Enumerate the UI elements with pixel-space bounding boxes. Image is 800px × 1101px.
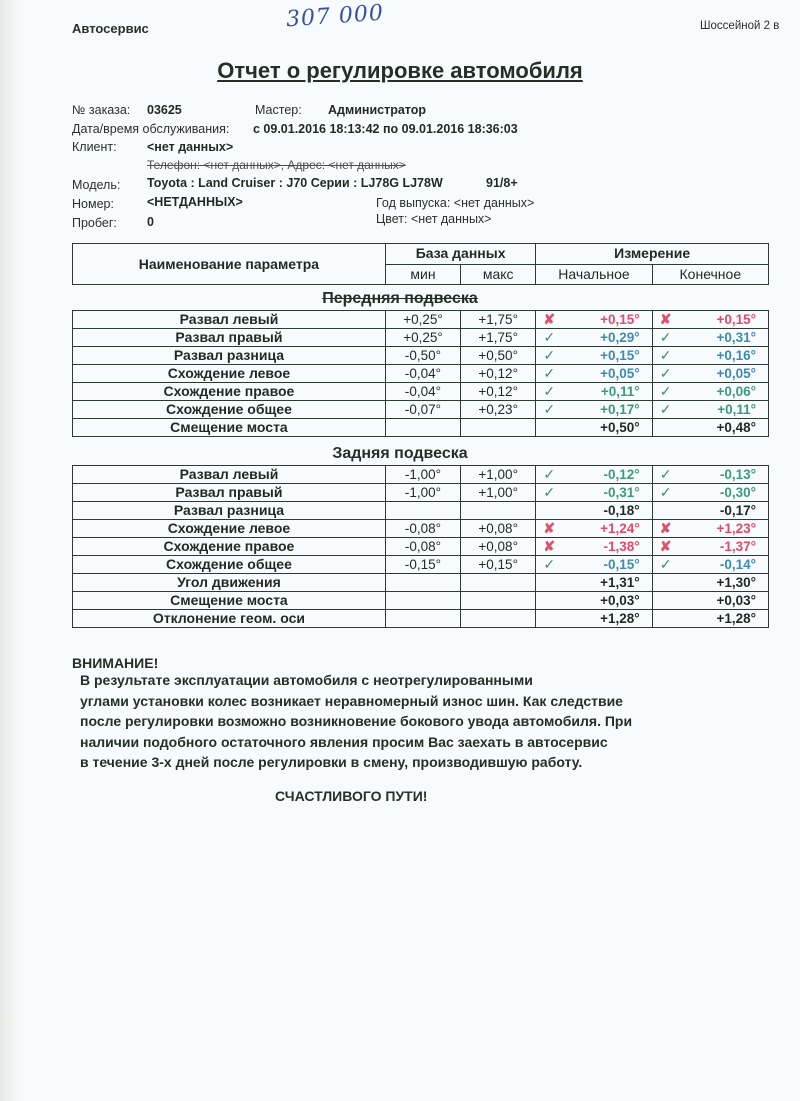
initial-measurement — [536, 347, 652, 365]
measurement-value: +0,15° — [600, 312, 640, 327]
measurement-value: +1,23° — [716, 521, 756, 536]
cross-icon: ✘ — [659, 538, 672, 554]
model-label: Модель: — [72, 178, 121, 192]
min-value: -0,50° — [385, 347, 460, 365]
check-icon: ✓ — [659, 401, 672, 417]
initial-measurement — [536, 484, 652, 502]
max-value: +1,75° — [461, 329, 536, 347]
measurement-value: +1,28° — [716, 611, 756, 626]
check-icon: ✓ — [543, 365, 556, 381]
table-row — [73, 466, 769, 484]
final-measurement — [652, 347, 768, 365]
initial-measurement — [536, 502, 652, 520]
final-measurement — [652, 419, 768, 437]
final-measurement — [652, 610, 768, 628]
min-value: -1,00° — [385, 466, 460, 484]
measurement-value: +0,03° — [716, 593, 756, 608]
final-measurement — [652, 538, 768, 556]
table-row — [73, 365, 769, 383]
param-name: Схождение общее — [73, 556, 386, 574]
order-value: 03625 — [147, 103, 182, 117]
measurement-value: -1,38° — [603, 539, 640, 554]
table-row — [73, 556, 769, 574]
final-measurement — [652, 365, 768, 383]
check-icon: ✓ — [543, 466, 556, 482]
number-value: <НЕТДАННЫХ> — [147, 195, 243, 209]
farewell-text: СЧАСТЛИВОГО ПУТИ! — [275, 788, 428, 804]
check-icon: ✓ — [659, 466, 672, 482]
measurement-value: +0,15° — [600, 348, 640, 363]
final-measurement — [652, 574, 768, 592]
check-icon: ✓ — [543, 401, 556, 417]
measurement-value: -0,31° — [603, 485, 640, 500]
param-name: Развал разница — [73, 502, 386, 520]
min-value — [385, 419, 460, 437]
check-icon: ✓ — [659, 484, 672, 500]
handwritten-note: 307 000 — [285, 0, 385, 33]
min-value: -0,08° — [385, 520, 460, 538]
check-icon: ✓ — [659, 556, 672, 572]
report-title: Отчет о регулировке автомобиля — [217, 58, 583, 83]
param-name: Смещение моста — [73, 592, 386, 610]
check-icon: ✓ — [543, 556, 556, 572]
model-value: Toyota : Land Cruiser : J70 Серии : LJ78G LJ78W — [147, 176, 443, 190]
param-name: Смещение моста — [73, 419, 386, 437]
max-value: +0,15° — [461, 556, 536, 574]
mileage-label: Пробег: — [72, 216, 117, 230]
header-initial: Начальное — [536, 264, 652, 285]
initial-measurement — [536, 311, 652, 329]
initial-measurement — [536, 365, 652, 383]
final-measurement — [652, 556, 768, 574]
min-value: +0,25° — [385, 329, 460, 347]
initial-measurement — [536, 419, 652, 437]
cross-icon: ✘ — [659, 520, 672, 536]
check-icon: ✓ — [659, 365, 672, 381]
max-value — [461, 610, 536, 628]
param-name: Развал разница — [73, 347, 386, 365]
param-name: Схождение левое — [73, 365, 386, 383]
max-value: +0,12° — [461, 365, 536, 383]
scan-edge-shadow — [0, 0, 22, 1101]
cross-icon: ✘ — [543, 538, 556, 554]
measurement-value: +0,16° — [716, 348, 756, 363]
header-min: мин — [385, 264, 460, 285]
max-value: +0,50° — [461, 347, 536, 365]
initial-measurement — [536, 329, 652, 347]
measurement-value: +1,28° — [600, 611, 640, 626]
table-row — [73, 502, 769, 520]
final-measurement — [652, 484, 768, 502]
warning-line: наличии подобного остаточного явления просим Вас заехать в автосервис — [80, 733, 608, 750]
min-value: -1,00° — [385, 484, 460, 502]
rear-suspension-title: Задняя подвеска — [332, 445, 468, 462]
param-name: Схождение левое — [73, 520, 386, 538]
initial-measurement — [536, 556, 652, 574]
measurement-value: -0,12° — [603, 467, 640, 482]
table-row — [73, 311, 769, 329]
number-label: Номер: — [72, 197, 114, 211]
measurement-value: +0,05° — [716, 366, 756, 381]
check-icon: ✓ — [543, 329, 556, 345]
header-max: макс — [461, 264, 536, 285]
measurement-value: +0,15° — [716, 312, 756, 327]
front-suspension-table — [72, 310, 769, 437]
table-row — [73, 401, 769, 419]
header-database: База данных — [385, 244, 535, 265]
initial-measurement — [536, 466, 652, 484]
header-measurement: Измерение — [536, 244, 769, 265]
param-name: Развал левый — [73, 466, 386, 484]
company-name: Автосервис — [72, 21, 149, 36]
measurement-value: +0,17° — [600, 402, 640, 417]
table-row — [73, 419, 769, 437]
final-measurement — [652, 311, 768, 329]
max-value — [461, 419, 536, 437]
check-icon: ✓ — [659, 347, 672, 363]
initial-measurement — [536, 520, 652, 538]
rear-suspension-table — [72, 465, 769, 628]
front-suspension-title: Передняя подвеска — [322, 290, 478, 307]
measurement-value: +0,31° — [716, 330, 756, 345]
table-row — [73, 520, 769, 538]
final-measurement — [652, 383, 768, 401]
initial-measurement — [536, 610, 652, 628]
header-final: Конечное — [652, 264, 768, 285]
order-label: № заказа: — [72, 103, 131, 117]
max-value — [461, 502, 536, 520]
measurement-value: +0,11° — [717, 402, 756, 417]
table-row — [73, 347, 769, 365]
param-name: Угол движения — [73, 574, 386, 592]
max-value: +0,12° — [461, 383, 536, 401]
param-name: Схождение правое — [73, 538, 386, 556]
max-value — [461, 592, 536, 610]
table-row — [73, 592, 769, 610]
measurement-value: +0,03° — [600, 593, 640, 608]
datetime-value: с 09.01.2016 18:13:42 по 09.01.2016 18:36:03 — [253, 122, 518, 136]
header-param-name: Наименование параметра — [73, 244, 386, 285]
measurement-value: +1,24° — [600, 521, 640, 536]
measurement-value: -0,15° — [603, 557, 640, 572]
measurement-value: +1,30° — [716, 575, 756, 590]
table-header — [72, 243, 769, 285]
table-row — [73, 383, 769, 401]
max-value: +1,00° — [461, 466, 536, 484]
master-value: Администратор — [328, 103, 427, 117]
table-row — [73, 574, 769, 592]
table-row — [73, 329, 769, 347]
measurement-value: +0,11° — [600, 384, 640, 399]
min-value: -0,07° — [385, 401, 460, 419]
check-icon: ✓ — [659, 383, 672, 399]
min-value: +0,25° — [385, 311, 460, 329]
client-label: Клиент: — [72, 140, 117, 154]
measurement-value: -0,17° — [719, 503, 756, 518]
param-name: Развал правый — [73, 329, 386, 347]
cross-icon: ✘ — [659, 311, 672, 327]
table-row — [73, 538, 769, 556]
max-value: +0,08° — [461, 520, 536, 538]
final-measurement — [652, 592, 768, 610]
param-name: Схождение общее — [73, 401, 386, 419]
initial-measurement — [536, 574, 652, 592]
table-row — [73, 484, 769, 502]
min-value: -0,04° — [385, 365, 460, 383]
max-value: +1,00° — [461, 484, 536, 502]
check-icon: ✓ — [543, 383, 556, 399]
initial-measurement — [536, 383, 652, 401]
master-label: Мастер: — [255, 103, 302, 117]
model-code: 91/8+ — [486, 176, 518, 190]
cross-icon: ✘ — [543, 520, 556, 536]
client-value: <нет данных> — [147, 140, 234, 154]
year-line: Год выпуска: <нет данных> — [376, 196, 535, 210]
min-value — [385, 610, 460, 628]
param-name: Схождение правое — [73, 383, 386, 401]
company-address: Шоссейной 2 в — [700, 20, 780, 32]
color-line: Цвет: <нет данных> — [376, 212, 492, 226]
final-measurement — [652, 520, 768, 538]
warning-line: В результате эксплуатации автомобиля с неотрегулированными — [80, 672, 533, 688]
mileage-value: 0 — [147, 215, 154, 229]
max-value: +0,23° — [461, 401, 536, 419]
final-measurement — [652, 329, 768, 347]
final-measurement — [652, 466, 768, 484]
measurement-value: -1,37° — [719, 539, 756, 554]
check-icon: ✓ — [543, 347, 556, 363]
cross-icon: ✘ — [543, 311, 556, 327]
measurement-value: +0,29° — [600, 330, 640, 345]
measurement-value: -0,14° — [719, 557, 756, 572]
measurement-value: -0,30° — [719, 485, 756, 500]
param-name: Развал правый — [73, 484, 386, 502]
min-value — [385, 574, 460, 592]
measurement-value: -0,18° — [603, 503, 640, 518]
max-value — [461, 574, 536, 592]
warning-line: после регулировки возможно возникновение бокового увода автомобиля. При — [80, 713, 633, 729]
measurement-value: +1,31° — [600, 575, 640, 590]
measurement-value: +0,05° — [600, 366, 640, 381]
contact-line: Телефон: <нет данных>, Адрес: <нет данных> — [147, 158, 406, 172]
initial-measurement — [536, 538, 652, 556]
final-measurement — [652, 502, 768, 520]
initial-measurement — [536, 592, 652, 610]
measurement-value: +0,48° — [716, 420, 756, 435]
datetime-label: Дата/время обслуживания: — [72, 122, 230, 136]
max-value: +1,75° — [461, 311, 536, 329]
measurement-value: -0,13° — [719, 467, 756, 482]
check-icon: ✓ — [543, 484, 556, 500]
param-name: Развал левый — [73, 311, 386, 329]
warning-text — [80, 670, 760, 773]
min-value — [385, 592, 460, 610]
warning-title: ВНИМАНИЕ! — [72, 655, 159, 671]
final-measurement — [652, 401, 768, 419]
min-value — [385, 502, 460, 520]
check-icon: ✓ — [659, 329, 672, 345]
param-name: Отклонение геом. оси — [73, 610, 386, 628]
table-row — [73, 610, 769, 628]
warning-line: углами установки колес возникает неравномерный износ шин. Как следствие — [80, 692, 623, 709]
min-value: -0,15° — [385, 556, 460, 574]
measurement-value: +0,06° — [716, 384, 756, 399]
max-value: +0,08° — [461, 538, 536, 556]
measurement-value: +0,50° — [600, 420, 640, 435]
warning-line: в течение 3-х дней после регулировки в смену, производившую работу. — [80, 754, 583, 770]
min-value: -0,08° — [385, 538, 460, 556]
min-value: -0,04° — [385, 383, 460, 401]
initial-measurement — [536, 401, 652, 419]
